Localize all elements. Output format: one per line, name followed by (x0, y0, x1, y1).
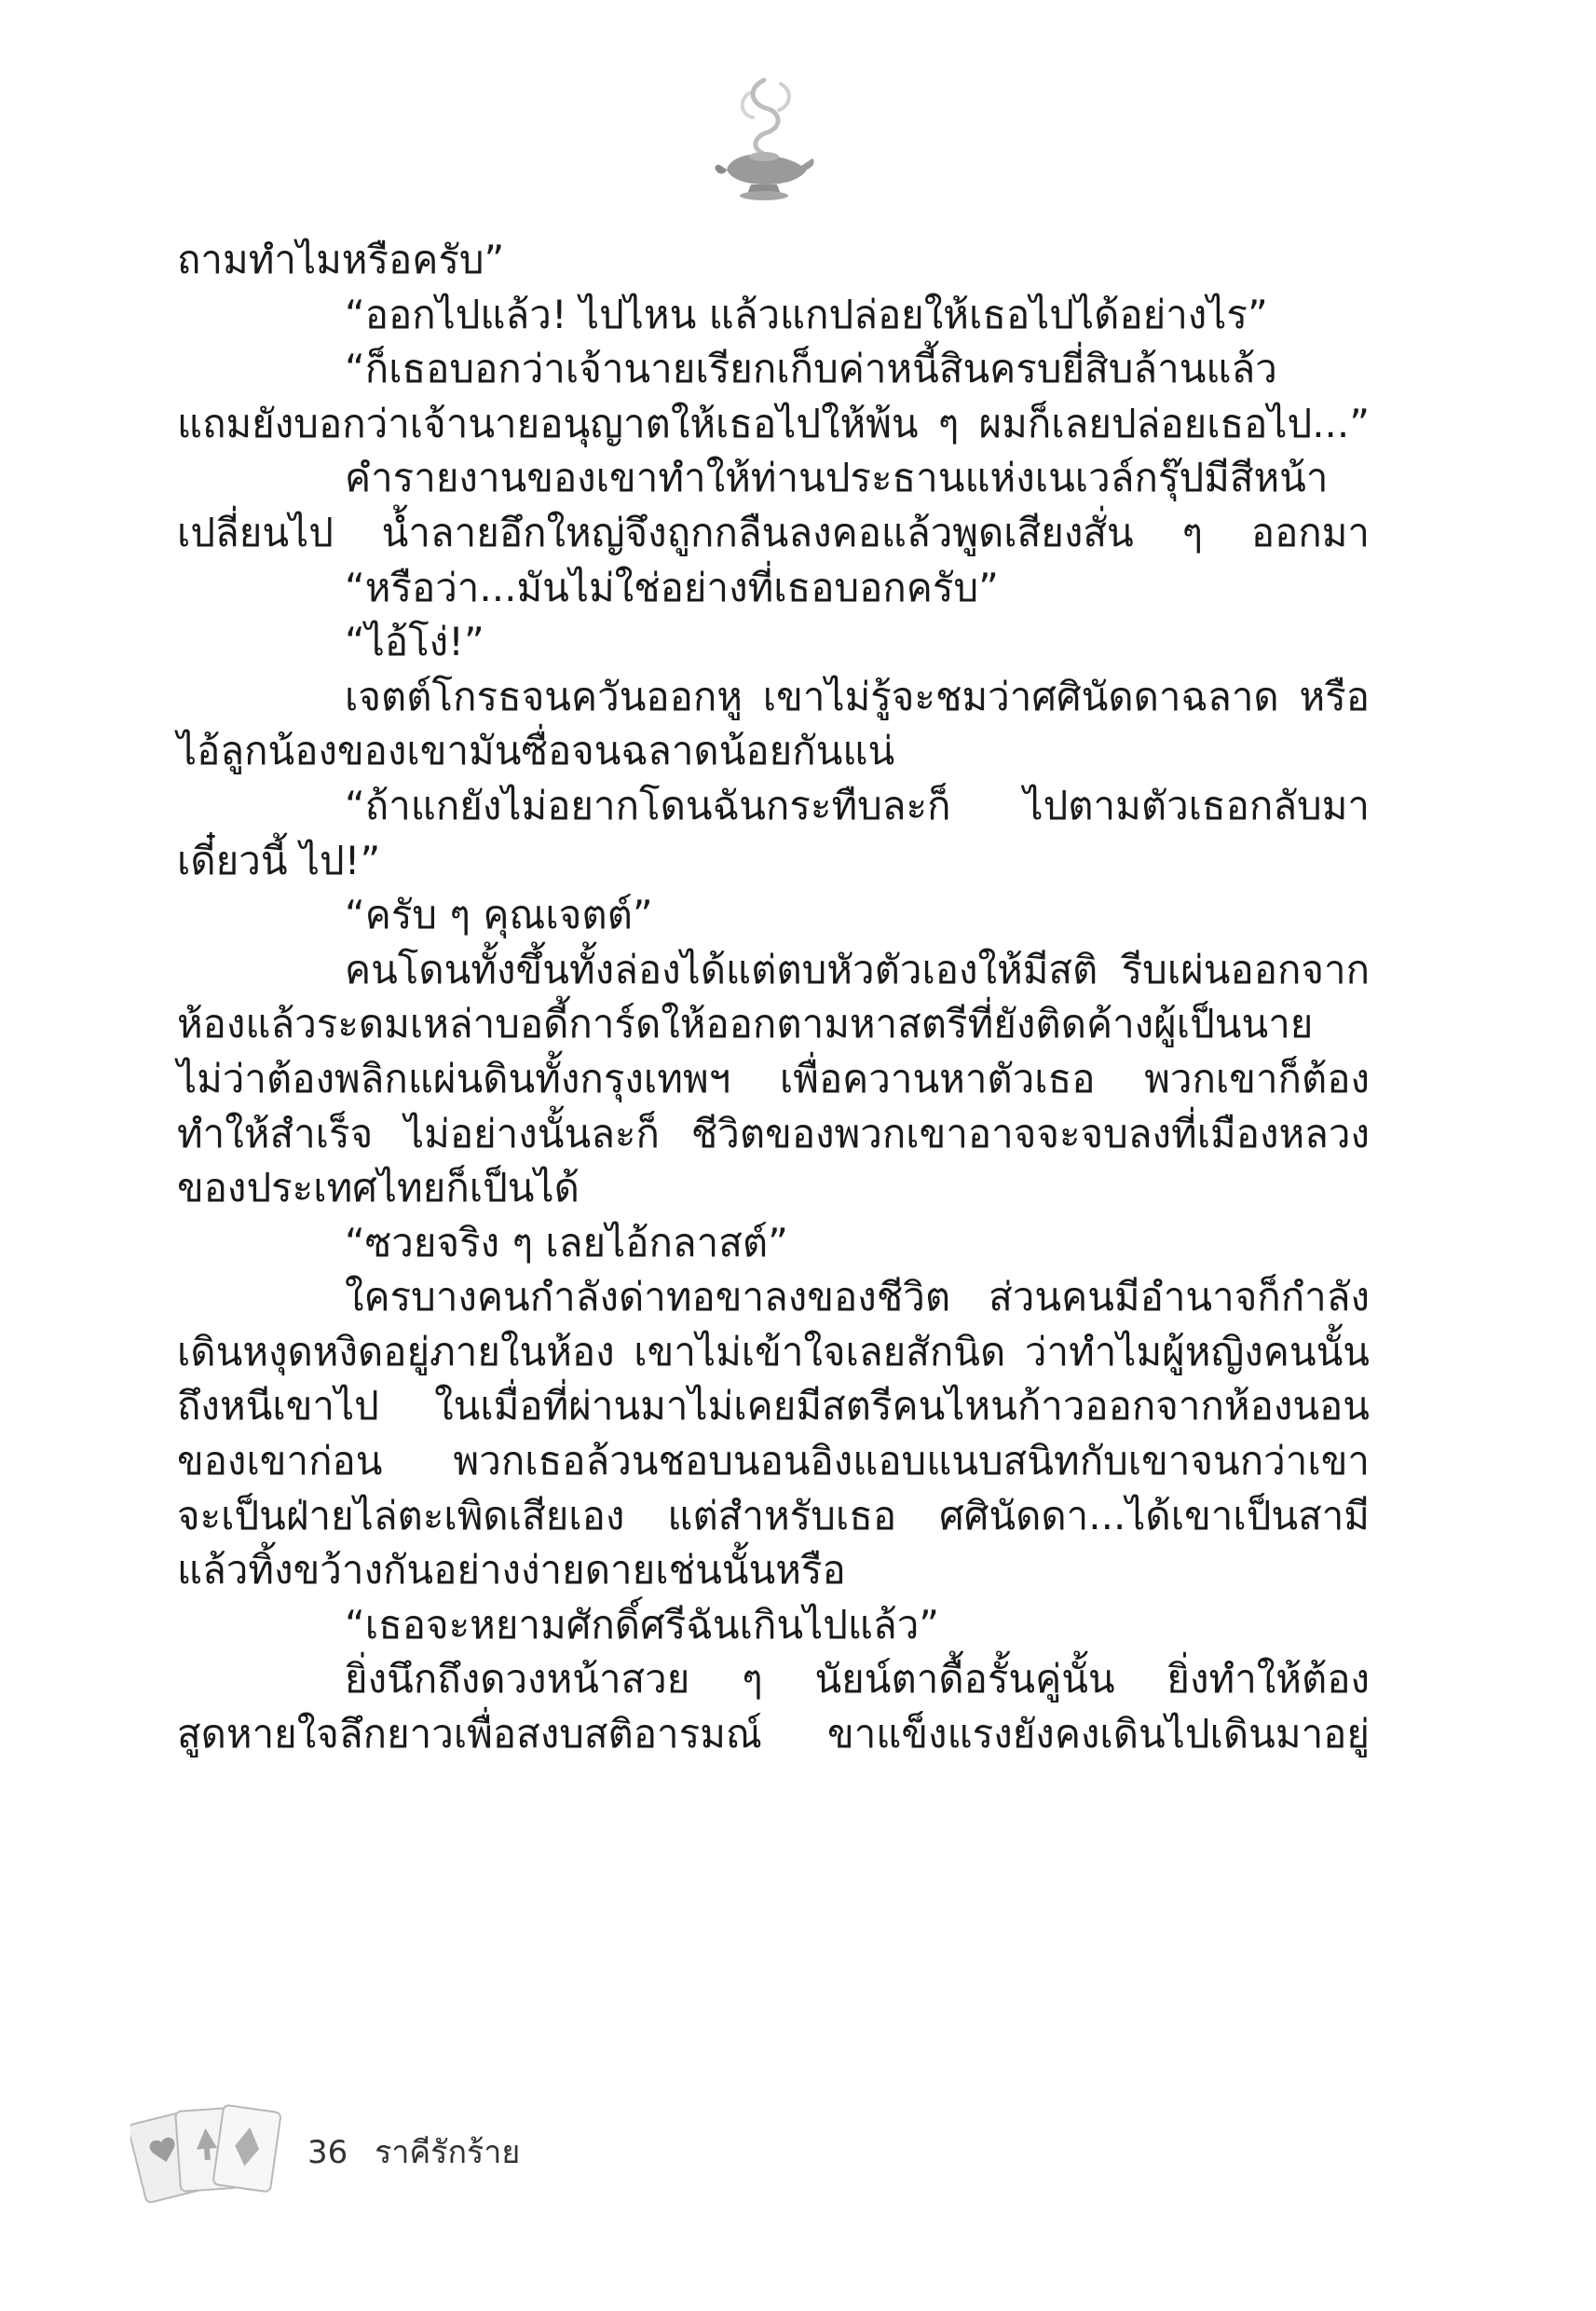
body-text (177, 233, 1370, 1762)
text-line: ไอ้ลูกน้องของเขามันซื่อจนฉลาดน้อยกันแน่ (177, 728, 895, 774)
playing-cards-icon (130, 2097, 289, 2208)
text-line: “ออกไปแล้ว! ไปไหน แล้วแกปล่อยให้เธอไปได้อย่างไร” (345, 291, 1268, 337)
text-line: แล้วทิ้งขว้างกันอย่างง่ายดายเช่นนั้นหรือ (177, 1547, 846, 1593)
text-line: “ถ้าแกยังไม่อยากโดนฉันกระทืบละก็ ไปตามตัวเธอกลับมา (345, 782, 1370, 828)
text-line: คำรายงานของเขาทำให้ท่านประธานแห่งเนเวล์กรุ๊ปมีสีหน้า (345, 455, 1329, 501)
text-line: ทำให้สำเร็จ ไม่อย่างนั้นละก็ ชีวิตของพวกเขาอาจจะจบลงที่เมืองหลวง (177, 1110, 1370, 1156)
book-title: ราคีรักร้าย (375, 2134, 521, 2171)
page-number: 36 (307, 2134, 348, 2171)
text-line: ของเขาก่อน พวกเธอล้วนชอบนอนอิงแอบแนบสนิทกับเขาจนกว่าเขา (177, 1438, 1370, 1484)
text-line: เปลี่ยนไป น้ำลายอึกใหญ่จึงถูกกลืนลงคอแล้วพูดเสียงสั่น ๆ ออกมา (177, 509, 1370, 555)
text-line: “ก็เธอบอกว่าเจ้านายเรียกเก็บค่าหนี้สินครบยี่สิบล้านแล้ว (345, 346, 1277, 392)
page-footer (130, 2097, 783, 2208)
text-line: เดินหงุดหงิดอยู่ภายในห้อง เขาไม่เข้าใจเลยสักนิด ว่าทำไมผู้หญิงคนนั้น (177, 1328, 1370, 1374)
text-line: “ซวยจริง ๆ เลยไอ้กลาสต์” (345, 1219, 788, 1265)
text-line: ห้องแล้วระดมเหล่าบอดี้การ์ดให้ออกตามหาสตรีที่ยังติดค้างผู้เป็นนาย (177, 1001, 1314, 1047)
text-line: ใครบางคนกำลังด่าทอขาลงของชีวิต ส่วนคนมีอำนาจก็กำลัง (345, 1274, 1370, 1320)
text-line: ถึงหนีเขาไป ในเมื่อที่ผ่านมาไม่เคยมีสตรีคนไหนก้าวออกจากห้องนอน (177, 1383, 1370, 1429)
text-line: ถามทำไมหรือครับ” (177, 237, 505, 282)
text-line: เดี๋ยวนี้ ไป!” (177, 837, 381, 883)
text-line: จะเป็นฝ่ายไล่ตะเพิดเสียเอง แต่สำหรับเธอ ศศินัดดา...ได้เขาเป็นสามี (177, 1492, 1370, 1538)
text-line: แถมยังบอกว่าเจ้านายอนุญาตให้เธอไปให้พ้น ๆ ผมก็เลยปล่อยเธอไป...” (177, 400, 1370, 446)
text-line: “ครับ ๆ คุณเจตต์” (345, 892, 653, 938)
text-line: ของประเทศไทยก็เป็นได้ (177, 1165, 580, 1211)
text-line: “ไอ้โง่!” (345, 619, 484, 665)
text-line: เจตต์โกรธจนควันออกหู เขาไม่รู้จะชมว่าศศินัดดาฉลาด หรือ (345, 673, 1370, 719)
text-line: คนโดนทั้งขึ้นทั้งล่องได้แต่ตบหัวตัวเองให้มีสติ รีบเผ่นออกจาก (345, 946, 1370, 992)
text-line: “เธอจะหยามศักดิ์ศรีฉันเกินไปแล้ว” (345, 1601, 940, 1648)
footer-caption (307, 2134, 520, 2171)
text-line: “หรือว่า...มันไม่ใช่อย่างที่เธอบอกครับ” (345, 564, 999, 610)
text-line: ไม่ว่าต้องพลิกแผ่นดินทั้งกรุงเทพฯ เพื่อควานหาตัวเธอ พวกเขาก็ต้อง (177, 1055, 1370, 1101)
text-line: สูดหายใจลึกยาวเพื่อสงบสติอารมณ์ ขาแข็งแรงยังคงเดินไปเดินมาอยู่ (177, 1711, 1370, 1757)
genie-lamp-icon (708, 73, 820, 212)
text-line: ยิ่งนึกถึงดวงหน้าสวย ๆ นัยน์ตาดื้อรั้นคู่นั้น ยิ่งทำให้ต้อง (345, 1656, 1370, 1702)
